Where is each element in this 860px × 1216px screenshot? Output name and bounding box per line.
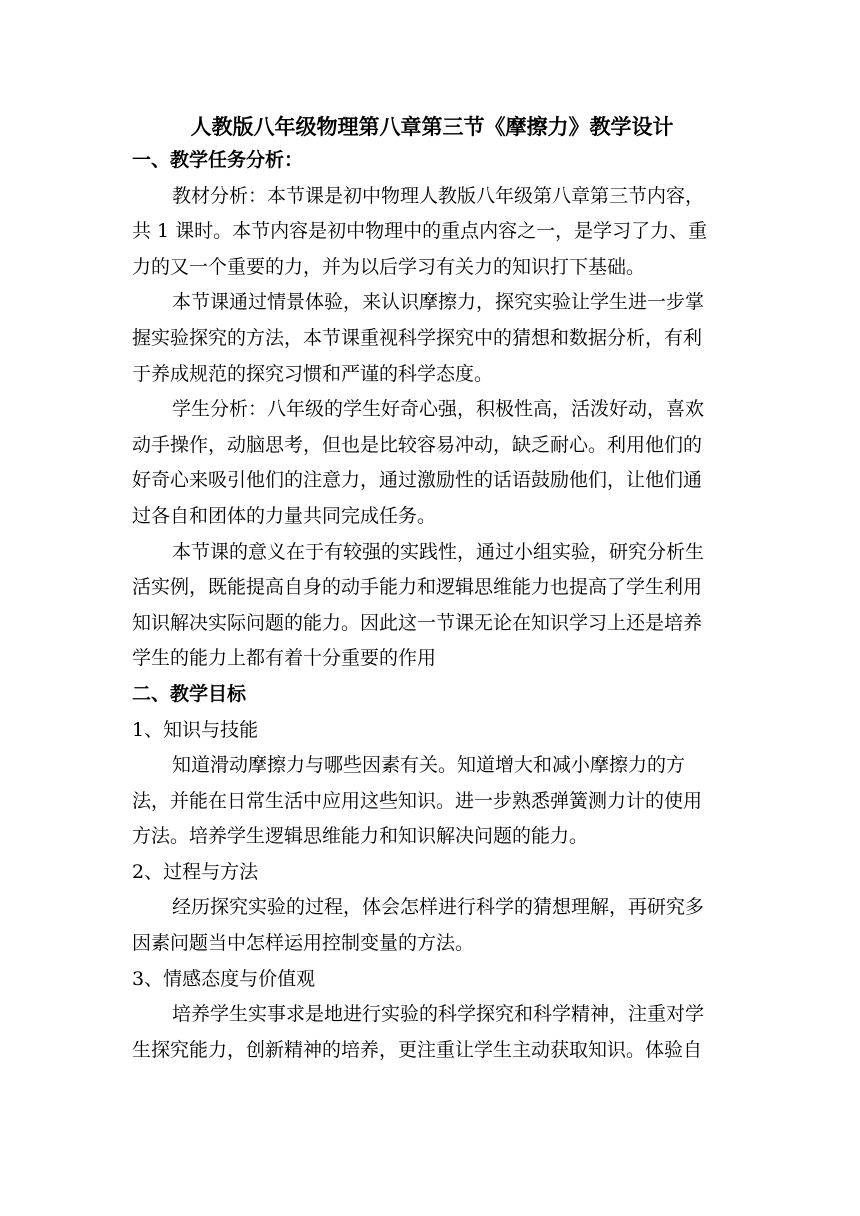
paragraph-line: 力的又一个重要的力，并为以后学习有关力的知识打下基础。 bbox=[132, 255, 646, 278]
paragraph-line: 方法。培养学生逻辑思维能力和知识解决问题的能力。 bbox=[132, 825, 589, 848]
paragraph-process-methods bbox=[132, 890, 732, 961]
paragraph-line: 培养学生实事求是地进行实验的科学探究和科学精神，注重对学 bbox=[172, 1003, 705, 1026]
paragraph-line: 知识解决实际问题的能力。因此这一节课无论在知识学习上还是培养 bbox=[132, 611, 703, 634]
paragraph-line: 法，并能在日常生活中应用这些知识。进一步熟悉弹簧测力计的使用 bbox=[132, 789, 703, 812]
paragraph-lesson-significance bbox=[132, 535, 732, 677]
paragraph-line: 活实例，既能提高自身的动手能力和逻辑思维能力也提高了学生利用 bbox=[132, 576, 703, 599]
paragraph-line: 学生的能力上都有着十分重要的作用 bbox=[132, 647, 437, 670]
paragraph-line: 握实验探究的方法，本节课重视科学探究中的猜想和数据分析，有利 bbox=[132, 326, 703, 349]
paragraph-textbook-analysis bbox=[132, 179, 732, 286]
paragraph-line: 教材分析：本节课是初中物理人教版八年级第八章第三节内容， bbox=[172, 184, 705, 207]
paragraph-attitudes-values bbox=[132, 997, 732, 1068]
paragraph-line: 学生分析：八年级的学生好奇心强，积极性高，活泼好动，喜欢 bbox=[172, 398, 705, 421]
paragraph-line: 因素问题当中怎样运用控制变量的方法。 bbox=[132, 932, 475, 955]
paragraph-line: 过各自和团体的力量共同完成任务。 bbox=[132, 504, 437, 527]
subheading-process-methods: 2、过程与方法 bbox=[132, 860, 259, 883]
paragraph-line: 好奇心来吸引他们的注意力，通过激励性的话语鼓励他们，让他们通 bbox=[132, 469, 703, 492]
paragraph-lesson-approach bbox=[132, 285, 732, 392]
paragraph-line: 于养成规范的探究习惯和严谨的科学态度。 bbox=[132, 362, 494, 385]
section-heading-task-analysis: 一、教学任务分析： bbox=[132, 149, 304, 171]
paragraph-line: 经历探究实验的过程，体会怎样进行科学的猜想理解，再研究多 bbox=[172, 896, 705, 919]
paragraph-line: 共 1 课时。本节内容是初中物理中的重点内容之一，是学习了力、重 bbox=[132, 220, 708, 243]
paragraph-line: 生探究能力，创新精神的培养，更注重让学生主动获取知识。体验自 bbox=[132, 1038, 703, 1061]
paragraph-line: 本节课通过情景体验，来认识摩擦力，探究实验让学生进一步掌 bbox=[172, 291, 705, 314]
section-heading-teaching-goals: 二、教学目标 bbox=[132, 682, 247, 705]
paragraph-line: 本节课的意义在于有较强的实践性，通过小组实验，研究分析生 bbox=[172, 540, 705, 563]
paragraph-student-analysis bbox=[132, 392, 732, 534]
paragraph-knowledge-skills bbox=[132, 748, 732, 855]
subheading-attitudes-values: 3、情感态度与价值观 bbox=[132, 967, 316, 990]
document-body bbox=[132, 110, 732, 1068]
paragraph-line: 知道滑动摩擦力与哪些因素有关。知道增大和减小摩擦力的方 bbox=[172, 754, 686, 777]
document-title: 人教版八年级物理第八章第三节《摩擦力》教学设计 bbox=[190, 114, 674, 139]
subheading-knowledge-skills: 1、知识与技能 bbox=[132, 718, 259, 741]
paragraph-line: 动手操作，动脑思考，但也是比较容易冲动，缺乏耐心。利用他们的 bbox=[132, 433, 703, 456]
